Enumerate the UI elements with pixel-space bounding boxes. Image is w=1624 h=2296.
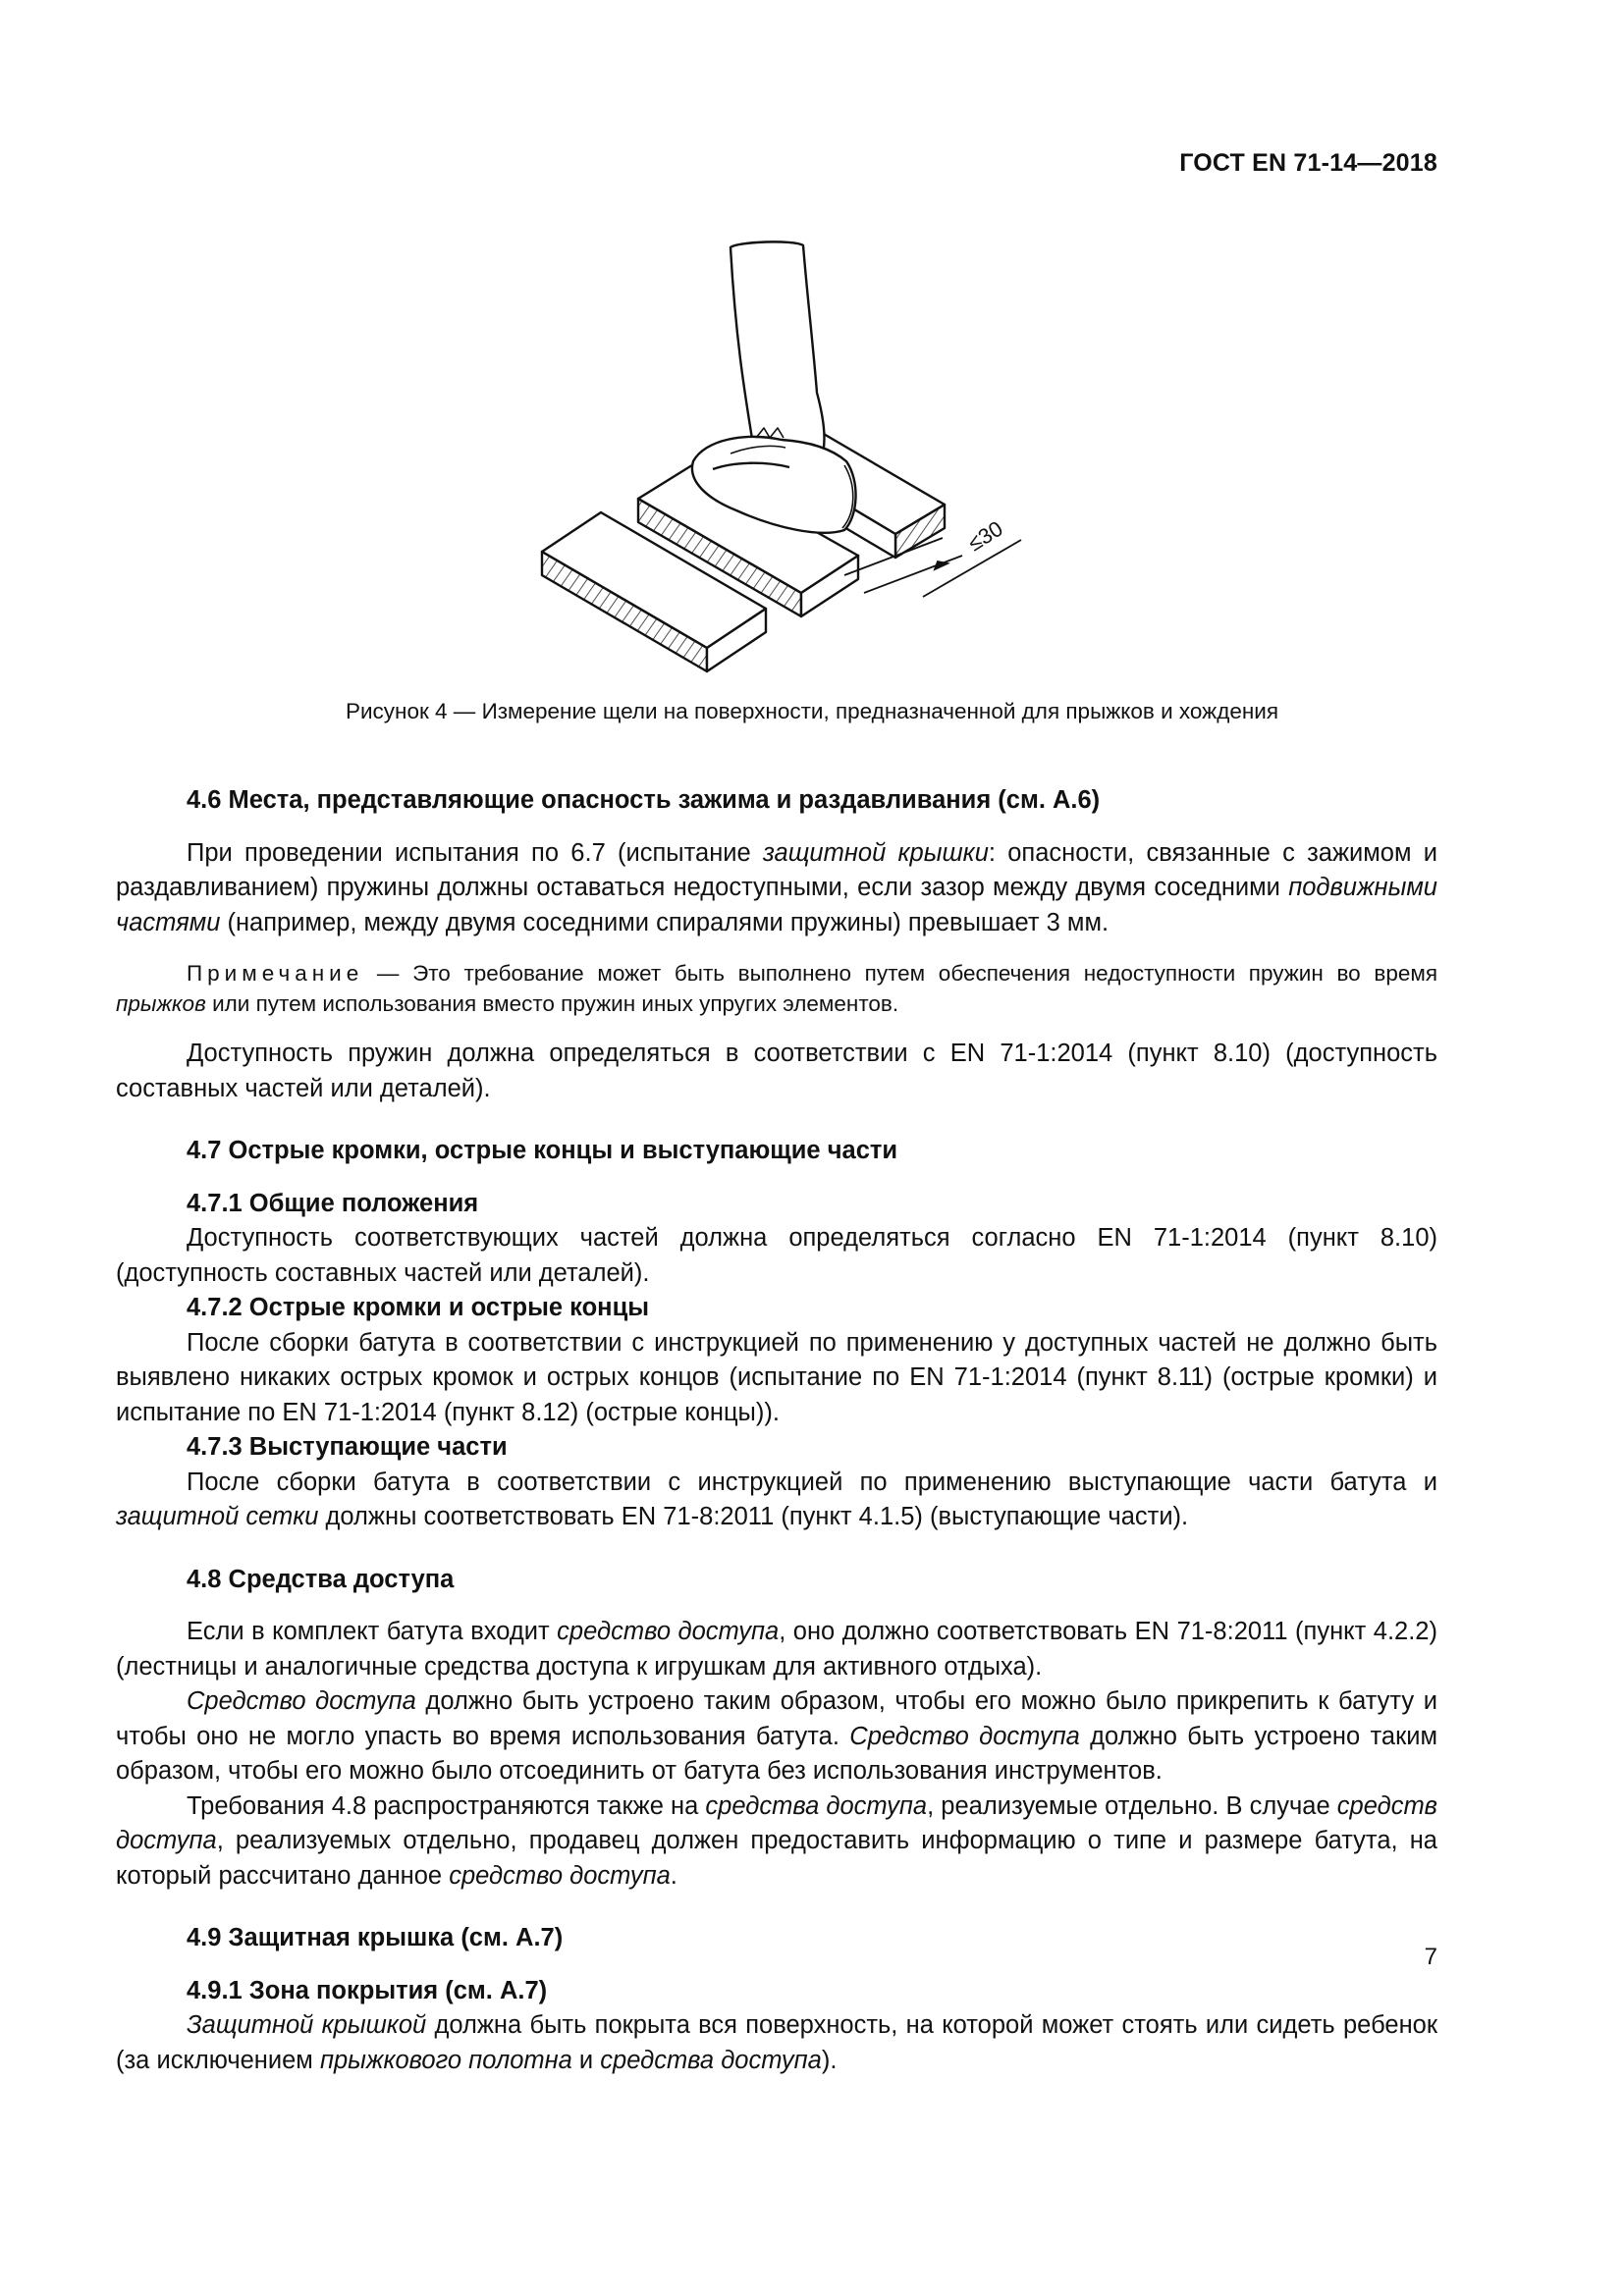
section-heading-4-8: 4.8 Средства доступа <box>187 1565 455 1593</box>
paragraph: После сборки батута в соответствии с инструкцией по применению выступающие части батута и защитной сетки должны соответствовать EN 71-8:2011 (пункт 4.1.5) (выступающие части). <box>116 1468 1437 1530</box>
dimension-label: ≤30 <box>963 515 1007 557</box>
section-heading-4-7: 4.7 Острые кромки, острые концы и выступающие части <box>187 1137 898 1164</box>
note-label: Примечание <box>187 961 364 986</box>
subsection-heading-4-9-1: 4.9.1 Зона покрытия (см. А.7) <box>187 1976 548 2004</box>
figure-caption: Рисунок 4 — Измерение щели на поверхности, предназначенной для прыжков и хождения <box>345 699 1279 723</box>
subsection-heading-4-7-2: 4.7.2 Острые кромки и острые концы <box>187 1294 650 1321</box>
document-body <box>116 783 1437 2078</box>
paragraph: При проведении испытания по 6.7 (испытание защитной крышки: опасности, связанные с зажимом и раздавливанием) пружины должны оставаться недоступными, если зазор между двумя соседними подвижными частями (например, между двумя соседними спиралями пружины) превышает 3 мм. <box>116 838 1437 936</box>
paragraph: Если в комплект батута входит средство доступа, оно должно соответствовать EN 71-8:2011 (пункт 4.2.2) (лестницы и аналогичные средства доступа к игрушкам для активного отдыха). <box>116 1618 1437 1681</box>
note: Примечание — Это требование может быть выполнено путем обеспечения недоступности пружин во время прыжков или путем использования вместо пружин иных упругих элементов. <box>116 961 1437 1016</box>
paragraph: Средство доступа должно быть устроено таким образом, чтобы его можно было прикрепить к батуту и чтобы оно не могло упасть во время использования батута. Средство доступа должно быть устроено таким образом, чтобы его можно было отсоединить от батута без использования инструментов. <box>116 1687 1437 1785</box>
paragraph: Доступность пружин должна определяться в соответствии с EN 71-1:2014 (пункт 8.10) (доступность составных частей или деталей). <box>116 1040 1437 1102</box>
paragraph: Защитной крышкой должна быть покрыта вся поверхность, на которой может стоять или сидеть ребенок (за исключением прыжкового полотна и средства доступа). <box>116 2011 1437 2074</box>
subsection-heading-4-7-3: 4.7.3 Выступающие части <box>187 1433 508 1461</box>
paragraph: Доступность соответствующих частей должна определяться согласно EN 71-1:2014 (пункт 8.10) (доступность составных частей или деталей). <box>116 1224 1437 1287</box>
paragraph: После сборки батута в соответствии с инструкцией по применению у доступных частей не должно быть выявлено никаких острых кромок и острых концов (испытание по EN 71-1:2014 (пункт 8.11) (острые кромки) и испытание по EN 71-1:2014 (пункт 8.12) (острые концы)). <box>116 1328 1437 1426</box>
section-heading-4-6: 4.6 Места, представляющие опасность зажима и раздавливания (см. А.6) <box>187 786 1101 814</box>
section-heading-4-9: 4.9 Защитная крышка (см. А.7) <box>187 1924 564 1951</box>
page-number: 7 <box>1424 1944 1437 1970</box>
standard-header: ГОСТ EN 71-14—2018 <box>1179 149 1437 177</box>
paragraph: Требования 4.8 распространяются также на средства доступа, реализуемые отдельно. В случае средств доступа, реализуемых отдельно, продавец должен предоставить информацию о типе и размере батута, на который рассчитано данное средство доступа. <box>116 1791 1437 1890</box>
leg <box>731 241 824 463</box>
subsection-heading-4-7-1: 4.7.1 Общие положения <box>187 1189 479 1217</box>
figure-gap-measurement <box>0 0 1624 707</box>
